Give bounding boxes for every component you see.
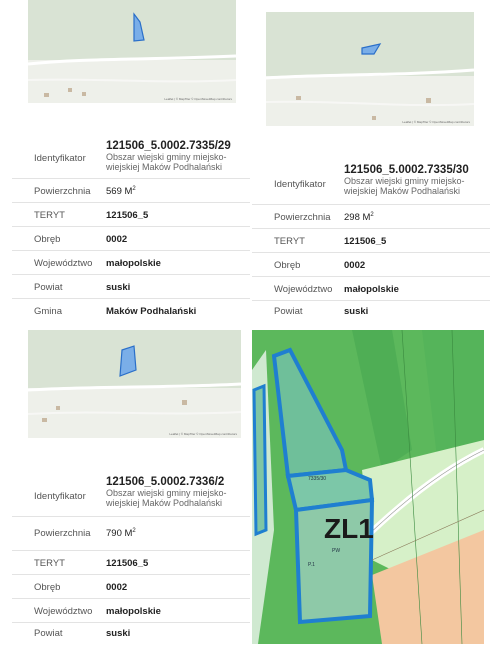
area-value: 569 $M^2$ [106, 186, 136, 198]
row-powiat: Powiat suski [34, 628, 131, 639]
parcel-card-1 [12, 0, 250, 322]
identifier-area: Obszar wiejski gminy miejsko-wiejskiej Maków Podhalański [106, 488, 227, 508]
row-obreb: Obręb 0002 [12, 226, 250, 251]
map-attribution: Leaflet | © MapTiler © OpenStreetMap contributors [169, 432, 237, 436]
row-powierzchnia: Powierzchnia 298 $M^2$ [252, 204, 490, 229]
identifier-value: 121506_5.0002.7335/30 [344, 164, 469, 176]
row-teryt: TERYT 121506_5 [252, 228, 490, 253]
row-teryt: TERYT 121506_5 [12, 550, 250, 575]
zoning-plan [252, 330, 484, 644]
map-tiles [266, 12, 474, 126]
identifier-value: 121506_5.0002.7336/2 [106, 476, 225, 488]
row-wojewodztwo: Województwo małopolskie [12, 250, 250, 275]
parcel-map-2[interactable] [266, 12, 474, 126]
area-value: 298 $M^2$ [344, 212, 374, 224]
plot-label: 7335/30 [308, 476, 327, 482]
map-tiles [28, 330, 241, 438]
plot-label: P.1 [308, 562, 315, 568]
row-wojewodztwo: Województwo małopolskie [252, 276, 490, 301]
row-identyfikator: Identyfikator 121506_5.0002.7336/2 Obszar wiejski gminy miejsko-wiejskiej Maków Podhalański [12, 470, 250, 517]
identifier-area: Obszar wiejski gminy miejsko-wiejskiej Maków Podhalański [344, 176, 465, 196]
row-powiat: Powiat suski [12, 274, 250, 299]
map-tiles [28, 0, 236, 103]
row-powierzchnia: Powierzchnia 569 $M^2$ [12, 178, 250, 203]
map-attribution: Leaflet | © MapTiler © OpenStreetMap contributors [164, 97, 232, 101]
parcel-map-1[interactable] [28, 0, 236, 103]
row-identyfikator: Identyfikator 121506_5.0002.7335/30 Obszar wiejski gminy miejsko-wiejskiej Maków Podhalański [252, 158, 490, 205]
parcel-card-2 [252, 0, 490, 322]
row-teryt: TERYT 121506_5 [12, 202, 250, 227]
row-wojewodztwo: Województwo małopolskie [12, 598, 250, 623]
map-attribution: Leaflet | © MapTiler © OpenStreetMap contributors [402, 120, 470, 124]
area-value: 790 $M^2$ [106, 528, 136, 540]
identifier-value: 121506_5.0002.7335/29 [106, 140, 231, 152]
row-powiat: Powiat suski [274, 306, 369, 317]
zoning-map[interactable] [252, 330, 484, 644]
parcel-map-3[interactable] [28, 330, 241, 438]
zone-label: ZL1 [324, 513, 374, 544]
parcel-card-3 [12, 330, 250, 644]
plot-label: PW [332, 548, 341, 554]
row-obreb: Obręb 0002 [252, 252, 490, 277]
parcel-shape [120, 346, 136, 376]
row-obreb: Obręb 0002 [12, 574, 250, 599]
row-powierzchnia: Powierzchnia 790 $M^2$ [12, 516, 250, 551]
identifier-area: Obszar wiejski gminy miejsko-wiejskiej Maków Podhalański [106, 152, 227, 172]
row-identyfikator: Identyfikator 121506_5.0002.7335/29 Obszar wiejski gminy miejsko-wiejskiej Maków Podhalański [12, 134, 250, 179]
row-gmina: Gmina Maków Podhalański [34, 306, 197, 317]
